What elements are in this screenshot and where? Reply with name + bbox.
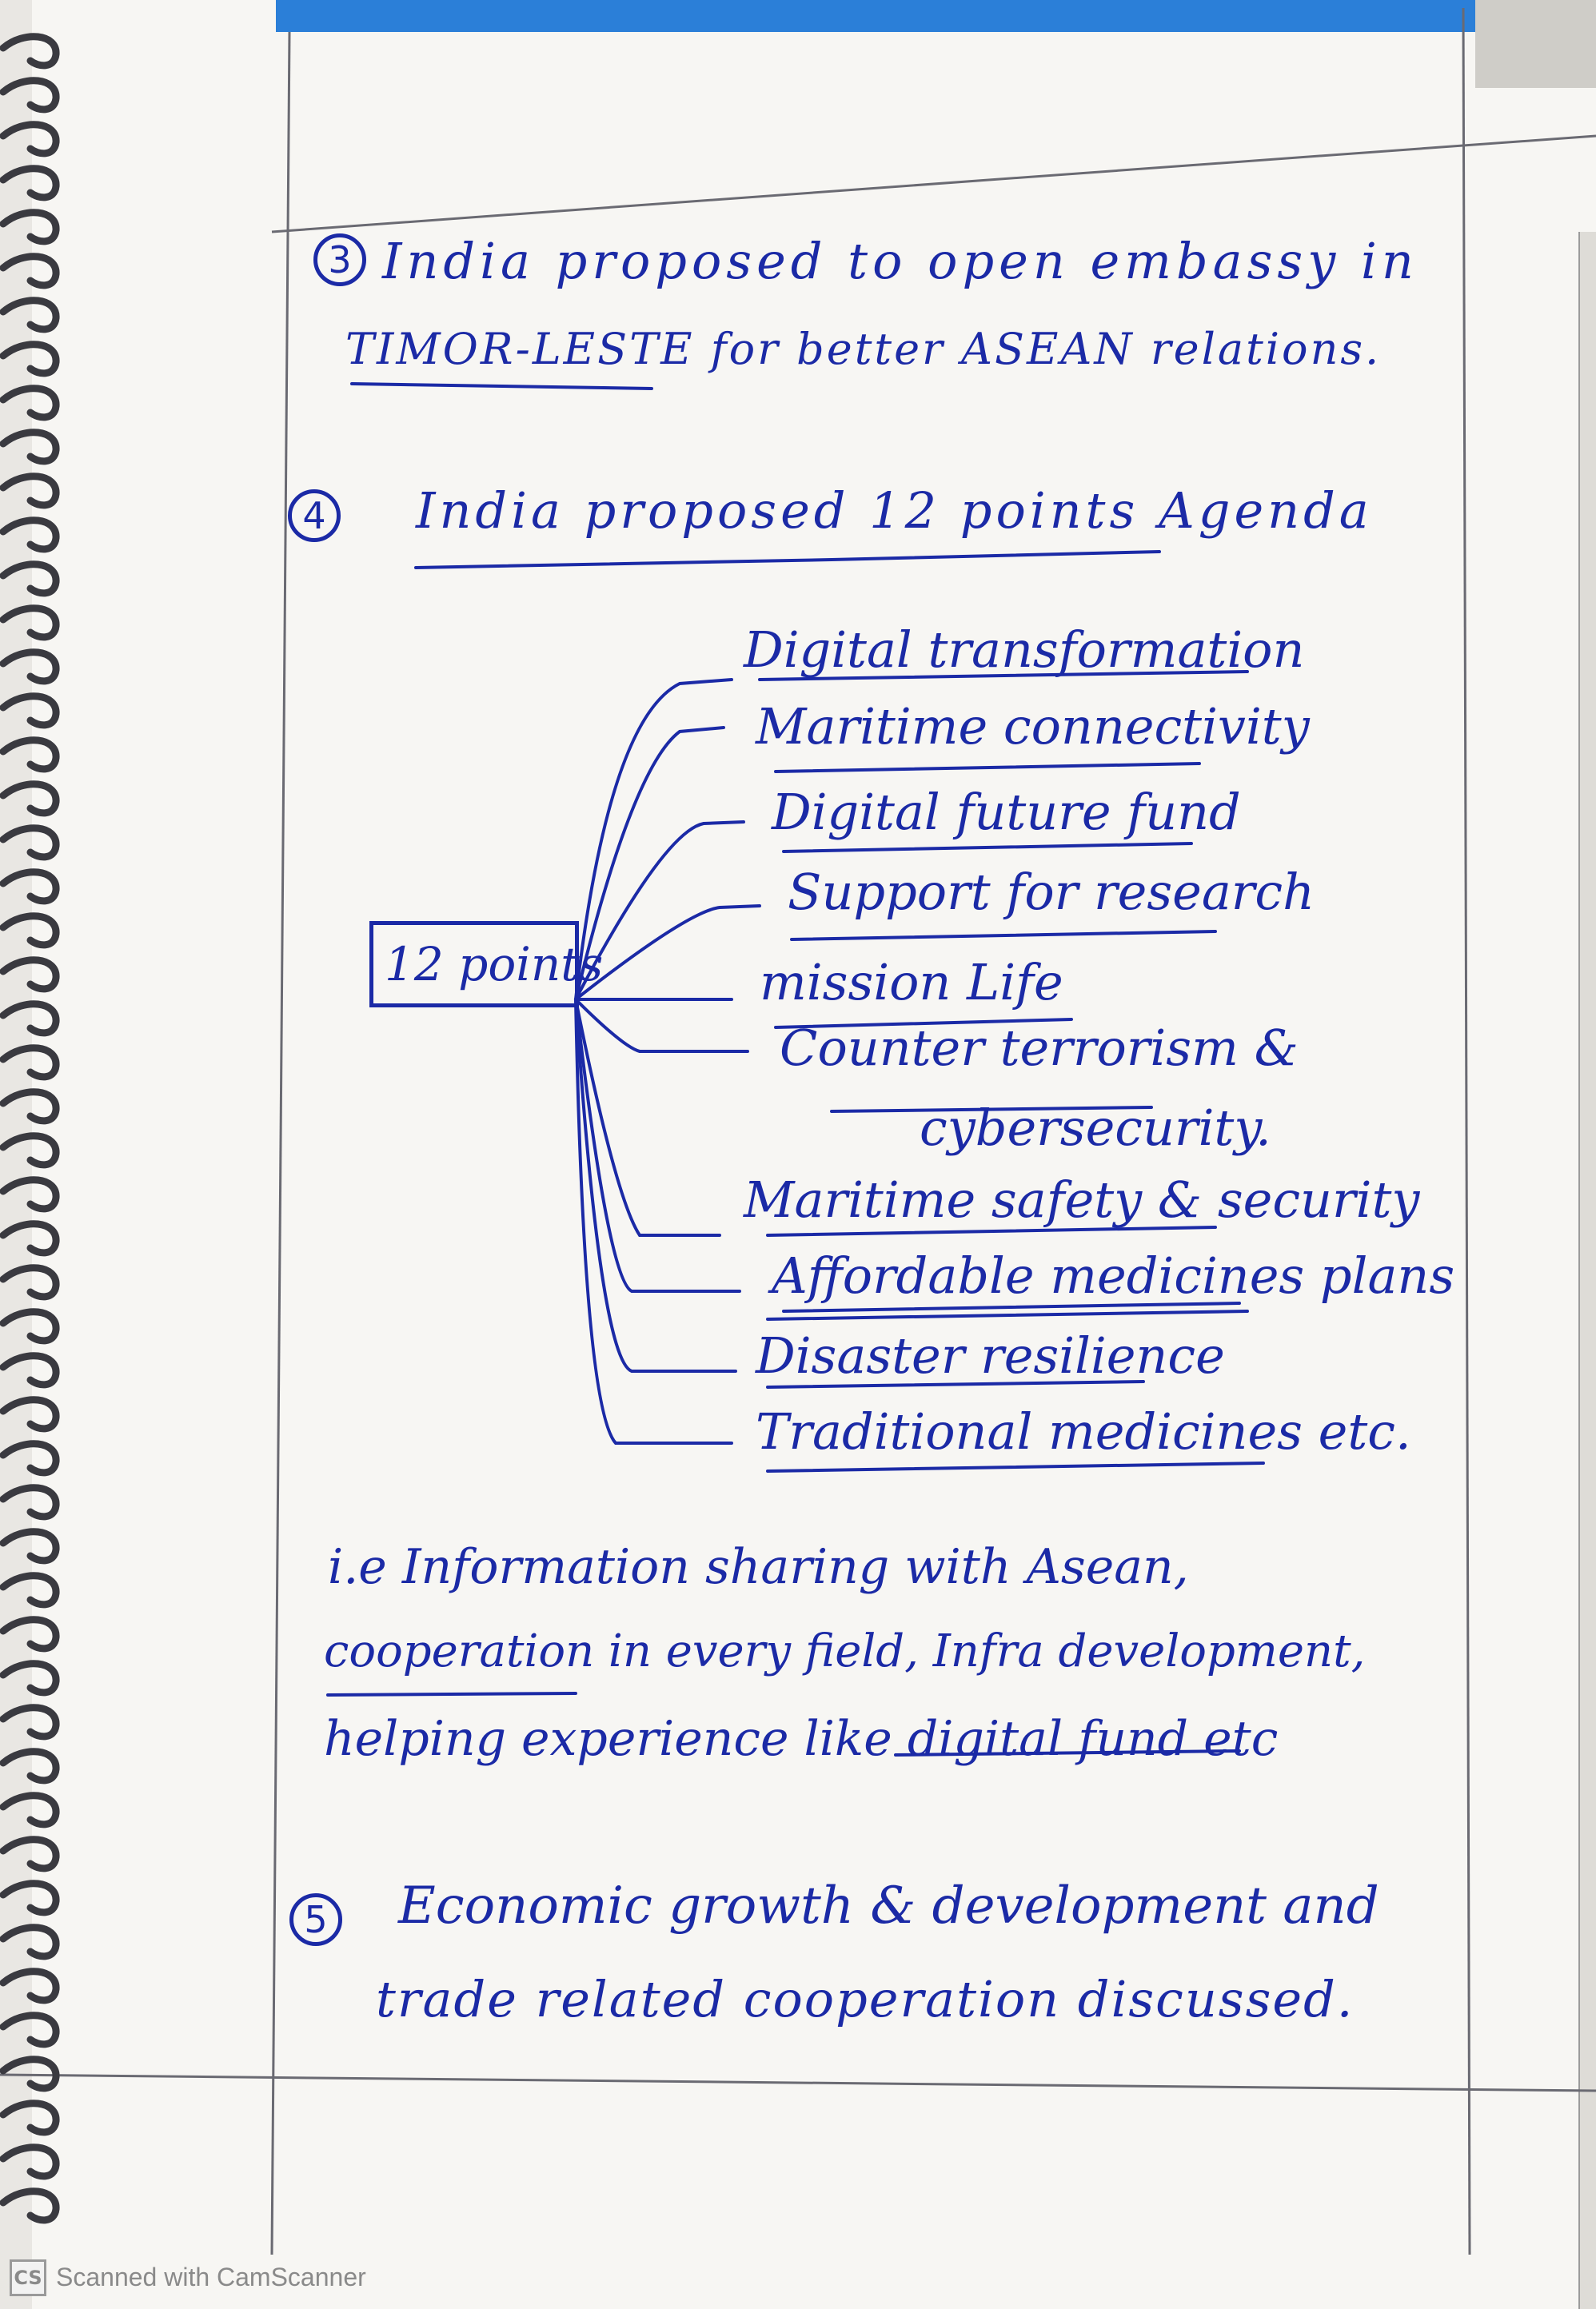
agenda-item-8: Affordable medicines plans bbox=[772, 1246, 1455, 1305]
agenda-item-6: Counter terrorism & bbox=[780, 1019, 1299, 1077]
agenda-item-6b: cybersecurity. bbox=[920, 1099, 1271, 1157]
agenda-item-5: mission Life bbox=[760, 953, 1063, 1011]
section-4-marker: 4 bbox=[288, 489, 341, 542]
summary-line-2: cooperation in every field, Infra development, bbox=[324, 1625, 1366, 1677]
mind-map-hub: 12 points bbox=[369, 921, 579, 1007]
agenda-item-10: Traditional medicines etc. bbox=[756, 1402, 1411, 1461]
agenda-item-3: Digital future fund bbox=[772, 783, 1241, 841]
summary-line-3: helping experience like digital fund etc bbox=[324, 1711, 1279, 1767]
agenda-item-2: Maritime connectivity bbox=[756, 697, 1310, 756]
section-3-marker: 3 bbox=[313, 233, 366, 286]
section-3-line-2: TIMOR-LESTE for better ASEAN relations. bbox=[345, 324, 1382, 374]
section-5-marker: 5 bbox=[289, 1893, 342, 1946]
summary-line-1: i.e Information sharing with Asean, bbox=[328, 1539, 1189, 1595]
section-4-heading: India proposed 12 points Agenda bbox=[416, 481, 1373, 540]
camscanner-logo: CS bbox=[10, 2259, 46, 2296]
agenda-item-4: Support for research bbox=[788, 863, 1315, 921]
section-5-line-1: Economic growth & development and bbox=[398, 1876, 1379, 1936]
scanner-watermark: Scanned with CamScanner bbox=[56, 2263, 366, 2291]
section-5-line-2: trade related cooperation discussed. bbox=[376, 1970, 1355, 2028]
agenda-item-9: Disaster resilience bbox=[756, 1326, 1225, 1385]
agenda-item-1: Digital transformation bbox=[744, 620, 1305, 679]
section-3-line-1: India proposed to open embassy in bbox=[382, 232, 1418, 290]
blue-tab bbox=[276, 0, 1475, 32]
agenda-item-7: Maritime safety & security bbox=[744, 1170, 1420, 1229]
